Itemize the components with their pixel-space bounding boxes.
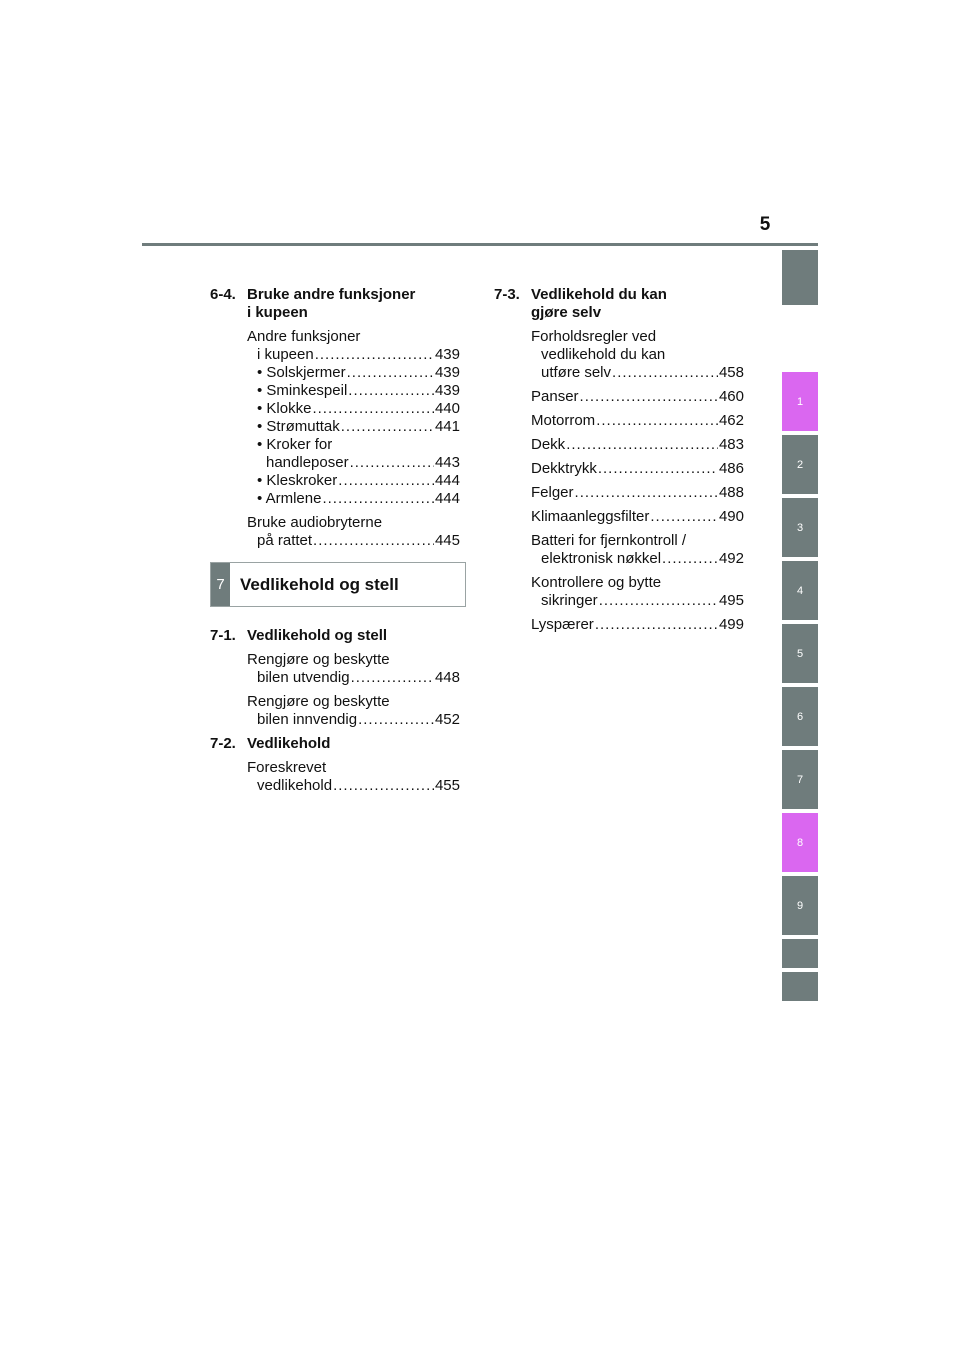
entry-text-cont: handleposer xyxy=(266,454,349,471)
toc-entry-stromuttak[interactable] xyxy=(247,418,460,436)
entry-text: Dekk xyxy=(531,436,566,453)
section-title-cont: gjøre selv xyxy=(531,304,602,321)
entry-text: Panser xyxy=(531,388,579,405)
chapter-heading-7[interactable] xyxy=(210,562,466,607)
entry-page: 483 xyxy=(718,436,744,453)
toc-entry-armlene[interactable] xyxy=(247,490,460,508)
side-tab-8[interactable] xyxy=(782,813,818,872)
section-heading-7-3[interactable] xyxy=(494,286,744,322)
entry-text-cont: elektronisk nøkkel xyxy=(541,550,662,567)
bullet-list xyxy=(247,364,460,508)
dot-leader xyxy=(650,508,718,526)
entry-text-cont: utføre selv xyxy=(541,364,612,381)
dot-leader xyxy=(598,460,718,478)
entry-text: Lyspærer xyxy=(531,616,594,633)
side-tab-blank[interactable] xyxy=(782,939,818,968)
entry-page: 492 xyxy=(718,550,744,567)
entry-page: 495 xyxy=(718,592,744,609)
toc-entry-motorrom[interactable] xyxy=(531,412,744,430)
toc-left-column xyxy=(210,286,460,556)
entry-text-cont: vedlikehold du kan xyxy=(541,346,666,363)
entry-text: Foreskrevet xyxy=(247,759,327,776)
dot-leader xyxy=(348,382,434,400)
entry-text: • Kroker for xyxy=(257,436,333,453)
entry-page: 444 xyxy=(434,490,460,507)
side-tab-blank[interactable] xyxy=(782,972,818,1001)
entry-page: 443 xyxy=(434,454,460,471)
dot-leader xyxy=(595,616,718,634)
entry-page: 460 xyxy=(718,388,744,405)
entry-text: Forholdsregler ved xyxy=(531,328,657,345)
entry-text: • Kleskroker xyxy=(257,472,338,489)
entry-page: 444 xyxy=(434,472,460,489)
toc-entry-panser[interactable] xyxy=(531,388,744,406)
toc-entry-dekktrykk[interactable] xyxy=(531,460,744,478)
side-tab-1[interactable] xyxy=(782,372,818,431)
entry-text: Felger xyxy=(531,484,574,501)
dot-leader xyxy=(312,400,434,418)
dot-leader xyxy=(566,436,718,454)
side-tab-9[interactable] xyxy=(782,876,818,935)
entry-text: • Klokke xyxy=(257,400,312,417)
entry-page: 439 xyxy=(434,364,460,381)
dot-leader xyxy=(612,364,718,382)
tab-label: 4 xyxy=(796,584,804,597)
tab-label: 8 xyxy=(796,836,804,849)
toc-entry-forholdsregler[interactable] xyxy=(531,328,744,382)
section-number: 6-4. xyxy=(210,286,236,303)
toc-entry-klimaanleggsfilter[interactable] xyxy=(531,508,744,526)
dot-leader xyxy=(350,454,434,472)
tab-label: 9 xyxy=(796,899,804,912)
tab-label: 3 xyxy=(796,521,804,534)
toc-entry-foreskrevet[interactable] xyxy=(247,759,460,795)
entry-page: 452 xyxy=(434,711,460,728)
entry-page: 499 xyxy=(718,616,744,633)
section-heading-6-4[interactable] xyxy=(210,286,460,322)
toc-entry-solskjermer[interactable] xyxy=(247,364,460,382)
section-title-cont: i kupeen xyxy=(247,304,308,321)
entry-text: Andre funksjoner xyxy=(247,328,361,345)
toc-entry-andre-funksjoner[interactable] xyxy=(247,328,460,364)
section-number: 7-1. xyxy=(210,627,236,644)
toc-left-column-lower xyxy=(210,627,460,801)
tab-label: 5 xyxy=(796,647,804,660)
entry-page: 448 xyxy=(434,669,460,686)
toc-entry-audiobryterne[interactable] xyxy=(247,514,460,550)
toc-entry-klokke[interactable] xyxy=(247,400,460,418)
section-title: Bruke andre funksjoner xyxy=(247,286,416,303)
header-rule xyxy=(142,243,818,246)
dot-leader xyxy=(580,388,718,406)
entry-text: • Sminkespeil xyxy=(257,382,348,399)
toc-entry-sminkespeil[interactable] xyxy=(247,382,460,400)
section-heading-7-1[interactable] xyxy=(210,627,460,645)
dot-leader xyxy=(596,412,718,430)
entry-text-cont: sikringer xyxy=(541,592,598,609)
entry-page: 441 xyxy=(434,418,460,435)
dot-leader xyxy=(351,669,434,687)
tab-label: 1 xyxy=(796,395,804,408)
entry-text: • Solskjermer xyxy=(257,364,346,381)
toc-entry-felger[interactable] xyxy=(531,484,744,502)
entry-page: 439 xyxy=(434,346,460,363)
side-tab-6[interactable] xyxy=(782,687,818,746)
entry-page: 440 xyxy=(434,400,460,417)
entry-text: Motorrom xyxy=(531,412,596,429)
section-title: Vedlikehold du kan xyxy=(531,286,667,303)
side-tab-blank[interactable] xyxy=(782,250,818,305)
tab-label: 2 xyxy=(796,458,804,471)
entry-page: 455 xyxy=(434,777,460,794)
toc-entry-dekk[interactable] xyxy=(531,436,744,454)
entry-text: Kontrollere og bytte xyxy=(531,574,662,591)
toc-entry-kroker[interactable] xyxy=(247,436,460,472)
entry-text: Batteri for fjernkontroll / xyxy=(531,532,687,549)
section-title: Vedlikehold og stell xyxy=(247,627,388,644)
side-tab-5[interactable] xyxy=(782,624,818,683)
entry-page: 445 xyxy=(434,532,460,549)
tab-label: 7 xyxy=(796,773,804,786)
entry-page: 458 xyxy=(718,364,744,381)
entry-page: 488 xyxy=(718,484,744,501)
toc-entry-sikringer[interactable] xyxy=(531,574,744,610)
entry-text: • Armlene xyxy=(257,490,322,507)
side-tab-3[interactable] xyxy=(782,498,818,557)
toc-entry-lyspaerer[interactable] xyxy=(531,616,744,634)
dot-leader xyxy=(338,472,434,490)
entry-text: Rengjøre og beskytte xyxy=(247,693,390,710)
entry-text-cont: bilen utvendig xyxy=(257,669,350,686)
chapter-title: Vedlikehold og stell xyxy=(240,574,399,594)
dot-leader xyxy=(341,418,434,436)
section-title: Vedlikehold xyxy=(247,735,331,752)
toc-entry-kleskroker[interactable] xyxy=(247,472,460,490)
entry-text-cont: i kupeen xyxy=(257,346,314,363)
section-number: 7-2. xyxy=(210,735,236,752)
entry-page: 490 xyxy=(718,508,744,525)
section-number: 7-3. xyxy=(494,286,520,303)
tab-label: 6 xyxy=(796,710,804,723)
dot-leader xyxy=(358,711,434,729)
toc-entry-rengjore-utvendig[interactable] xyxy=(247,651,460,687)
toc-right-column xyxy=(494,286,744,640)
entry-page: 462 xyxy=(718,412,744,429)
entry-text: Bruke audiobryterne xyxy=(247,514,383,531)
dot-leader xyxy=(315,346,434,364)
dot-leader xyxy=(333,777,434,795)
dot-leader xyxy=(662,550,718,568)
dot-leader xyxy=(347,364,434,382)
dot-leader xyxy=(322,490,434,508)
entry-text: Klimaanleggsfilter xyxy=(531,508,650,525)
entry-text: Rengjøre og beskytte xyxy=(247,651,390,668)
side-tab-4[interactable] xyxy=(782,561,818,620)
entry-text: • Strømuttak xyxy=(257,418,340,435)
dot-leader xyxy=(313,532,434,550)
entry-page: 486 xyxy=(718,460,744,477)
toc-entry-rengjore-innvendig[interactable] xyxy=(247,693,460,729)
dot-leader xyxy=(575,484,718,502)
side-tab-7[interactable] xyxy=(782,750,818,809)
dot-leader xyxy=(599,592,718,610)
side-tab-2[interactable] xyxy=(782,435,818,494)
entry-text-cont: på rattet xyxy=(257,532,313,549)
entry-text: Dekktrykk xyxy=(531,460,597,477)
section-heading-7-2[interactable] xyxy=(210,735,460,753)
page-number: 5 xyxy=(759,214,771,235)
entry-text-cont: vedlikehold xyxy=(257,777,333,794)
entry-page: 439 xyxy=(434,382,460,399)
chapter-number: 7 xyxy=(211,563,230,606)
entry-text-cont: bilen innvendig xyxy=(257,711,358,728)
toc-entry-batteri[interactable] xyxy=(531,532,744,568)
